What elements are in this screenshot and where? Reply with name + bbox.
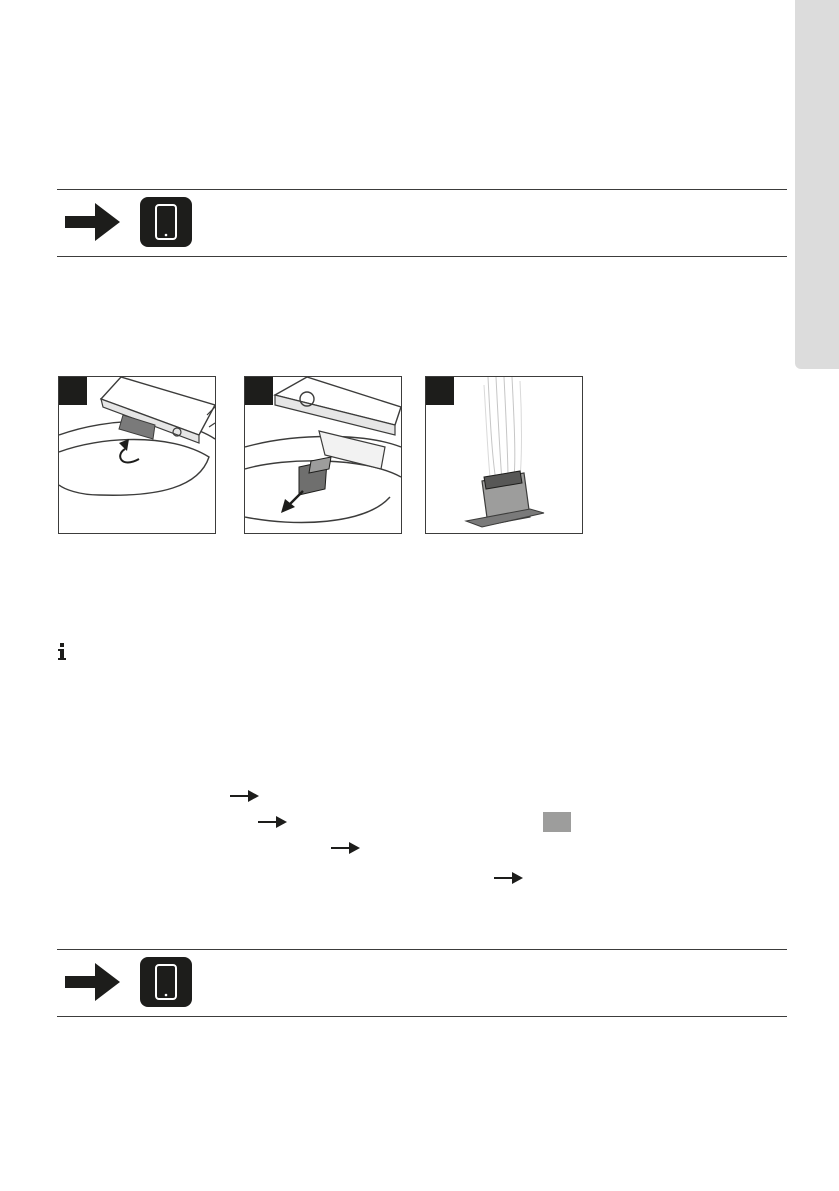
step-2-marker <box>244 376 273 405</box>
app-reference-banner <box>57 949 787 1015</box>
arrow-right-icon <box>331 841 361 855</box>
arrow-right-icon <box>230 789 260 803</box>
illustration-step-3 <box>425 376 583 534</box>
chapter-side-tab <box>795 0 839 369</box>
illustration-step-2 <box>244 376 402 534</box>
smartphone-icon <box>140 197 192 247</box>
app-reference-banner <box>57 189 787 255</box>
smartphone-icon <box>140 957 192 1007</box>
illustration-step-1 <box>58 376 216 534</box>
arrow-right-icon <box>65 199 121 245</box>
divider-bottom <box>57 1016 787 1017</box>
arrow-right-icon <box>65 959 121 1005</box>
arrow-right-icon <box>494 871 524 885</box>
step-1-marker <box>58 376 87 405</box>
key-symbol <box>543 812 571 832</box>
arrow-right-icon <box>258 815 288 829</box>
step-3-marker <box>425 376 454 405</box>
info-icon <box>57 643 67 661</box>
divider-bottom <box>57 256 787 257</box>
